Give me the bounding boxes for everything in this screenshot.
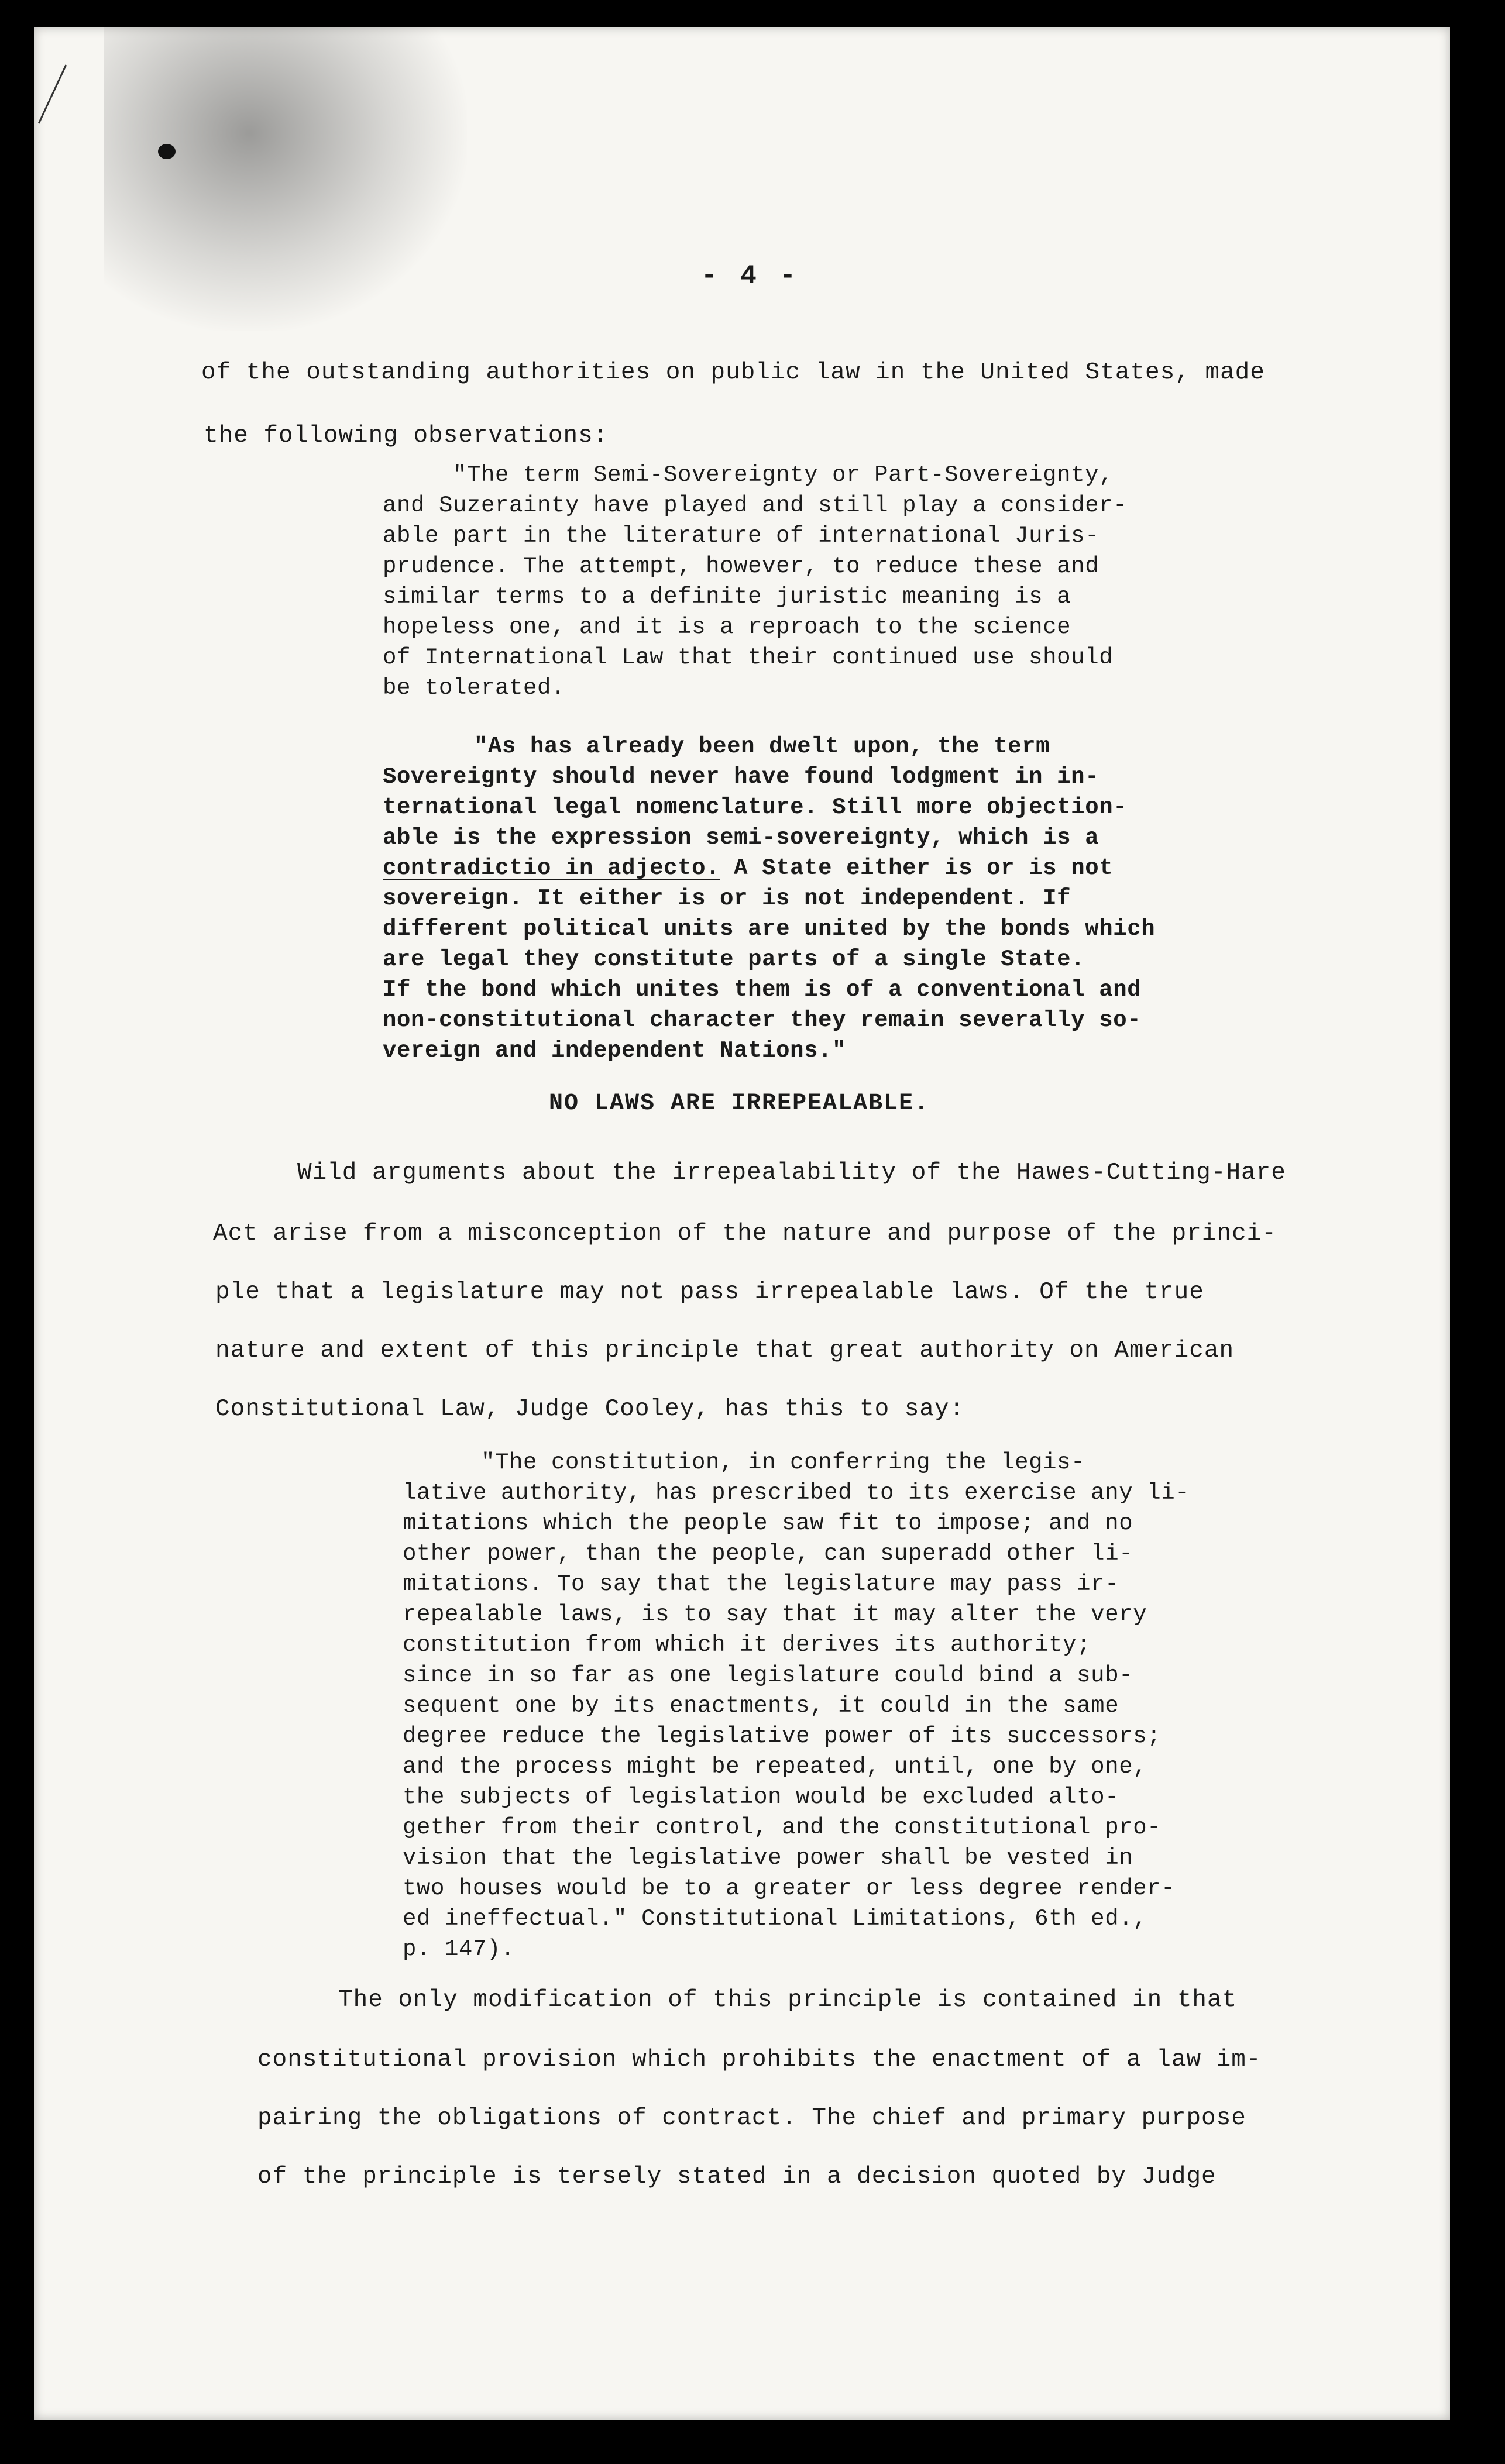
- quote-line-rest: A State either is or is not: [720, 855, 1114, 881]
- quote-line: p. 147).: [403, 1936, 516, 1962]
- ink-blot: [158, 144, 176, 159]
- paragraph-line: nature and extent of this principle that great authority on American: [215, 1337, 1235, 1364]
- document-page: [34, 27, 1450, 2420]
- quote-line: able is the expression semi-sovereignty, which is a: [383, 825, 1099, 851]
- quote-line: degree reduce the legislative power of its successors;: [403, 1723, 1162, 1749]
- quote-line: "The constitution, in conferring the legis-: [481, 1450, 1085, 1475]
- paragraph-line: Wild arguments about the irrepealability of the Hawes-Cutting-Hare: [297, 1159, 1286, 1186]
- quote-line: [383, 855, 1113, 881]
- quote-line: sovereign. It either is or is not independent. If: [383, 886, 1071, 911]
- intro-line: of the outstanding authorities on public law in the United States, made: [201, 359, 1265, 386]
- paragraph-line: constitutional provision which prohibits the enactment of a law im-: [257, 2046, 1262, 2073]
- quote-line: different political units are united by the bonds which: [383, 916, 1156, 942]
- quote-line: and Suzerainty have played and still play a consider-: [383, 493, 1128, 518]
- quote-line: If the bond which unites them is of a conventional and: [383, 977, 1142, 1003]
- pen-mark: [38, 65, 67, 124]
- quote-line: mitations. To say that the legislature may pass ir-: [403, 1571, 1119, 1597]
- quote-line: ternational legal nomenclature. Still more objection-: [383, 794, 1128, 820]
- quote-line: and the process might be repeated, until, one by one,: [403, 1754, 1147, 1780]
- quote-line: similar terms to a definite juristic meaning is a: [383, 584, 1071, 610]
- quote-line: vision that the legislative power shall be vested in: [403, 1845, 1133, 1871]
- quote-line: of International Law that their continued use should: [383, 645, 1114, 670]
- quote-line: prudence. The attempt, however, to reduce these and: [383, 553, 1099, 579]
- quote-line: two houses would be to a greater or less degree render-: [403, 1875, 1176, 1901]
- page-number: - 4 -: [701, 261, 800, 291]
- ink-smudge: [104, 27, 467, 331]
- quote-line: hopeless one, and it is a reproach to the science: [383, 614, 1071, 640]
- quote-line: "As has already been dwelt upon, the term: [474, 734, 1050, 759]
- quote-line: sequent one by its enactments, it could in the same: [403, 1693, 1119, 1719]
- quote-line: other power, than the people, can superadd other li-: [403, 1541, 1133, 1567]
- quote-line: repealable laws, is to say that it may alter the very: [403, 1602, 1147, 1627]
- quote-line: are legal they constitute parts of a single State.: [383, 947, 1085, 972]
- quote-line: constitution from which it derives its authority;: [403, 1632, 1091, 1658]
- quote-line: mitations which the people saw fit to impose; and no: [403, 1510, 1133, 1536]
- paragraph-line: The only modification of this principle is contained in that: [338, 1987, 1238, 2014]
- quote-line: "The term Semi-Sovereignty or Part-Sovereignty,: [453, 462, 1114, 488]
- quote-line: gether from their control, and the constitutional pro-: [403, 1815, 1162, 1840]
- quote-line: lative authority, has prescribed to its exercise any li-: [403, 1480, 1190, 1506]
- latin-phrase: contradictio in adjecto.: [383, 855, 720, 881]
- paragraph-line: of the principle is tersely stated in a decision quoted by Judge: [257, 2163, 1217, 2190]
- quote-line: since in so far as one legislature could bind a sub-: [403, 1663, 1133, 1688]
- quote-line: non-constitutional character they remain severally so-: [383, 1007, 1142, 1033]
- section-heading: NO LAWS ARE IRREPEALABLE.: [549, 1090, 930, 1117]
- quote-line: able part in the literature of international Juris-: [383, 523, 1099, 549]
- quote-line: Sovereignty should never have found lodgment in in-: [383, 764, 1099, 790]
- paragraph-line: Act arise from a misconception of the nature and purpose of the princi-: [213, 1220, 1277, 1247]
- paragraph-line: Constitutional Law, Judge Cooley, has this to say:: [215, 1396, 965, 1423]
- quote-line: be tolerated.: [383, 675, 566, 701]
- quote-line: the subjects of legislation would be excluded alto-: [403, 1784, 1119, 1810]
- quote-line: ed ineffectual." Constitutional Limitations, 6th ed.,: [403, 1906, 1147, 1932]
- paragraph-line: pairing the obligations of contract. The chief and primary purpose: [257, 2105, 1246, 2132]
- intro-line: the following observations:: [204, 422, 609, 449]
- quote-line: vereign and independent Nations.": [383, 1038, 847, 1064]
- paragraph-line: ple that a legislature may not pass irrepealable laws. Of the true: [215, 1279, 1204, 1306]
